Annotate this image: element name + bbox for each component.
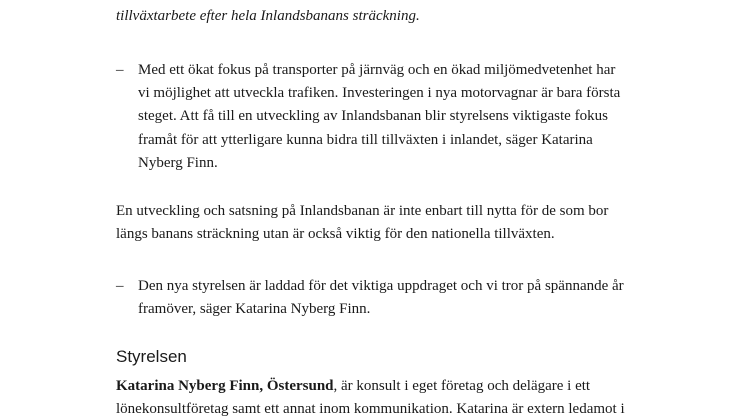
quote-1-dash: –	[116, 62, 124, 78]
member-paragraph-line: lönekonsultföretag samt ett annat inom kommunikation. Katarina är extern ledamot i	[116, 401, 625, 417]
quote-1-line: framåt för att ytterligare kunna bidra till tillväxten i inlandet, säger Katarina	[138, 132, 593, 148]
paragraph-line: längs banans sträckning utan är också viktig för den nationella tillväxten.	[116, 226, 555, 242]
member-text: , är konsult i eget företag och delägare i ett	[333, 378, 591, 394]
quote-2-dash: –	[116, 278, 124, 294]
quote-1-line: Nyberg Finn.	[138, 155, 218, 171]
quote-1-line: steget. Att få till en utveckling av Inlandsbanan blir styrelsens viktigaste fokus	[138, 108, 608, 124]
quote-1-line: Med ett ökat fokus på transporter på järnväg och en ökad miljömedvetenhet har	[138, 62, 616, 78]
member-paragraph-line	[116, 377, 590, 395]
paragraph-line: En utveckling och satsning på Inlandsbanan är inte enbart till nytta för de som bor	[116, 203, 609, 219]
quote-2-line: Den nya styrelsen är laddad för det viktiga uppdraget och vi tror på spännande år	[138, 278, 624, 294]
quote-2-line: framöver, säger Katarina Nyberg Finn.	[138, 301, 371, 317]
intro-tail: tillväxtarbete efter hela Inlandsbanans sträckning.	[116, 8, 420, 24]
section-heading: Styrelsen	[116, 347, 187, 366]
member-name: Katarina Nyberg Finn, Östersund	[116, 378, 334, 394]
quote-1-line: vi möjlighet att utveckla trafiken. Investeringen i nya motorvagnar är bara första	[138, 85, 621, 101]
